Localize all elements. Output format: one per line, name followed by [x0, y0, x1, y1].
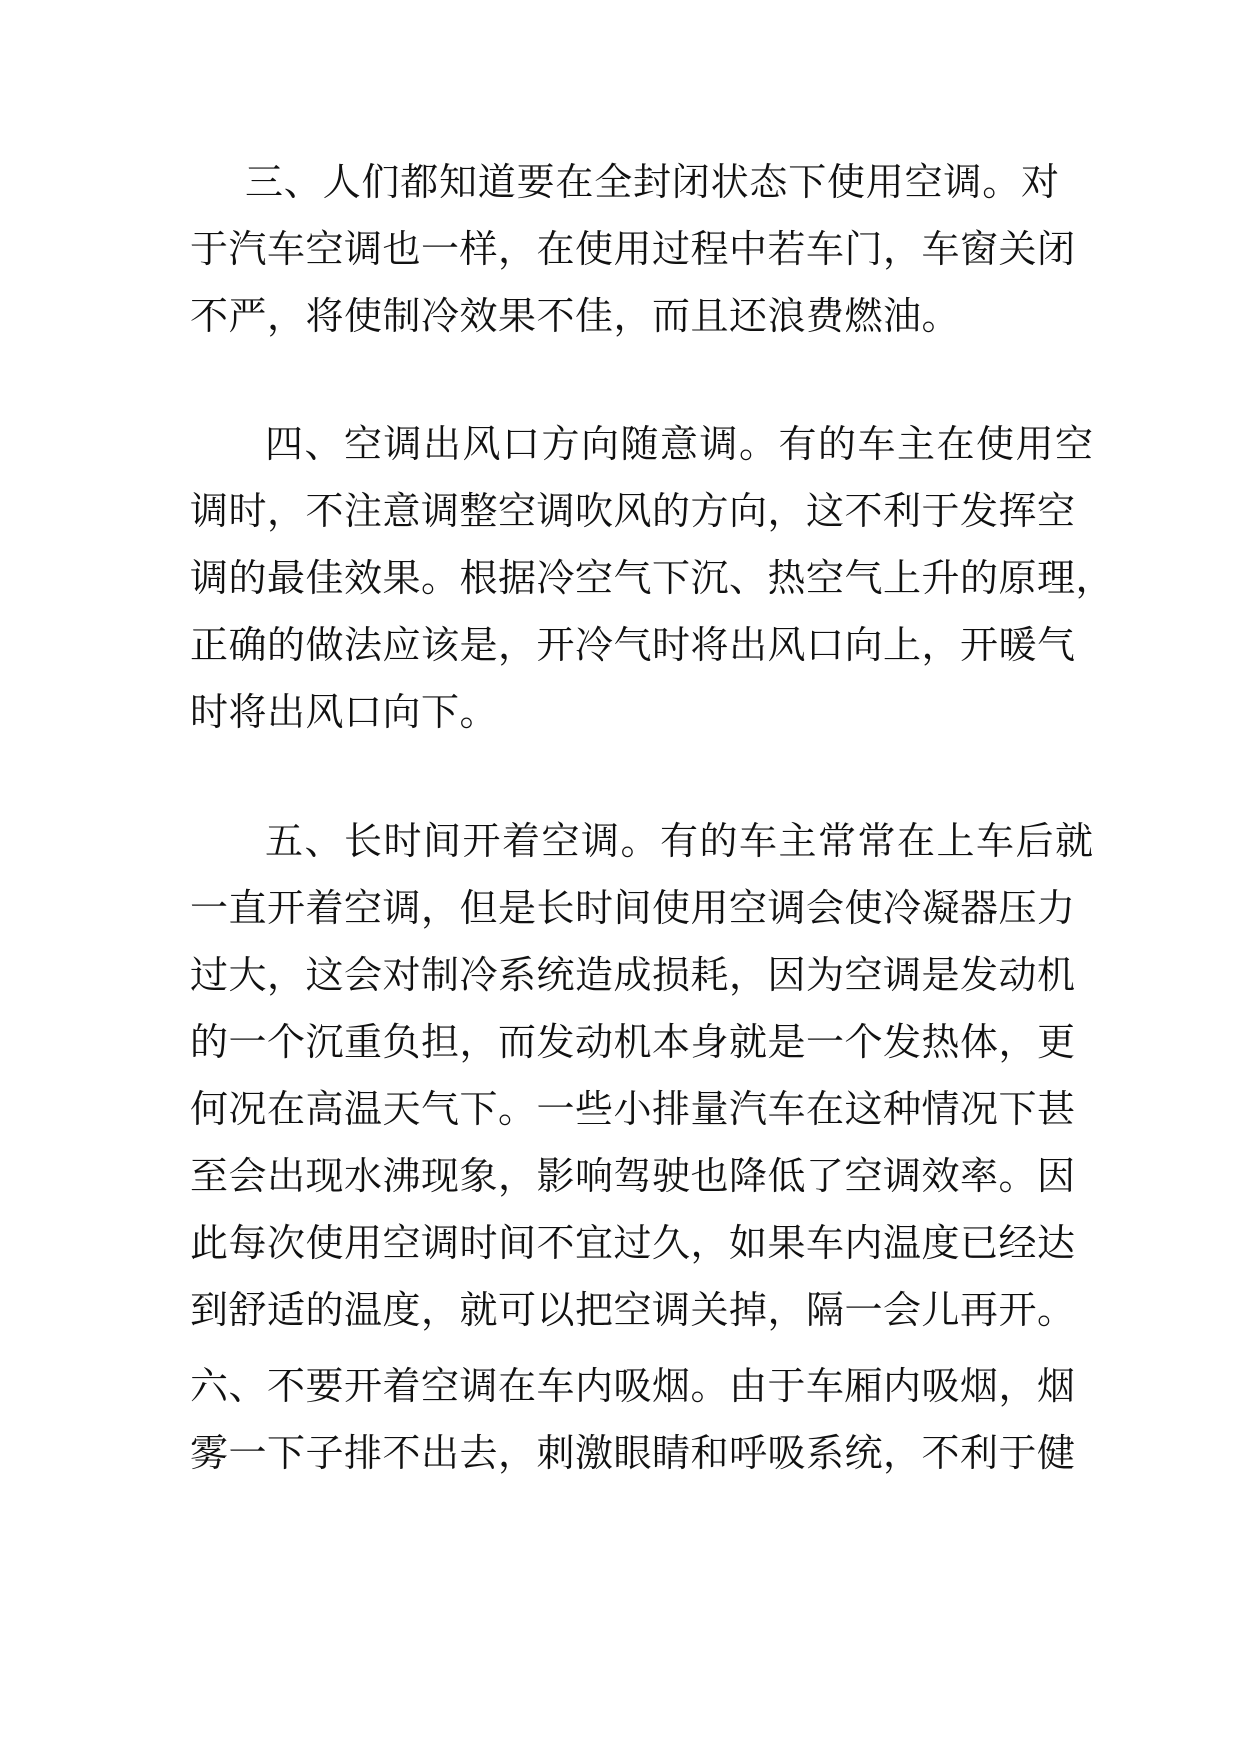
- paragraph-4-line-4: 正确的做法应该是，开冷气时将出风口向上，开暖气: [190, 623, 1076, 667]
- paragraph-5-line-7: 此每次使用空调时间不宜过久，如果车内温度已经达: [190, 1221, 1076, 1265]
- paragraph-4-line-3: 调的最佳效果。根据冷空气下沉、热空气上升的原理，: [190, 556, 1115, 600]
- paragraph-5-line-8: 到舒适的温度，就可以把空调关掉，隔一会儿再开。: [190, 1288, 1076, 1332]
- paragraph-5-line-2: 一直开着空调，但是长时间使用空调会使冷凝器压力: [190, 886, 1076, 930]
- paragraph-5-line-1: 五、长时间开着空调。有的车主常常在上车后就: [265, 819, 1095, 863]
- paragraph-5-line-4: 的一个沉重负担，而发动机本身就是一个发热体，更: [190, 1020, 1076, 1064]
- paragraph-5-line-5: 何况在高温天气下。一些小排量汽车在这种情况下甚: [190, 1087, 1076, 1131]
- paragraph-4-line-5: 时将出风口向下。: [190, 690, 499, 734]
- paragraph-5-line-3: 过大，这会对制冷系统造成损耗，因为空调是发动机: [190, 953, 1076, 997]
- paragraph-4-line-1: 四、空调出风口方向随意调。有的车主在使用空: [265, 422, 1095, 466]
- paragraph-3-line-3: 不严，将使制冷效果不佳，而且还浪费燃油。: [190, 294, 961, 338]
- paragraph-4-line-2: 调时，不注意调整空调吹风的方向，这不利于发挥空: [190, 489, 1076, 533]
- paragraph-3-line-1: 三、人们都知道要在全封闭状态下使用空调。对: [245, 160, 1060, 204]
- paragraph-5-line-6: 至会出现水沸现象，影响驾驶也降低了空调效率。因: [190, 1154, 1076, 1198]
- paragraph-6-line-1: 六、不要开着空调在车内吸烟。由于车厢内吸烟，烟: [190, 1364, 1076, 1408]
- paragraph-6-line-2: 雾一下子排不出去，刺激眼睛和呼吸系统，不利于健: [190, 1431, 1076, 1475]
- paragraph-3-line-2: 于汽车空调也一样，在使用过程中若车门，车窗关闭: [190, 227, 1076, 271]
